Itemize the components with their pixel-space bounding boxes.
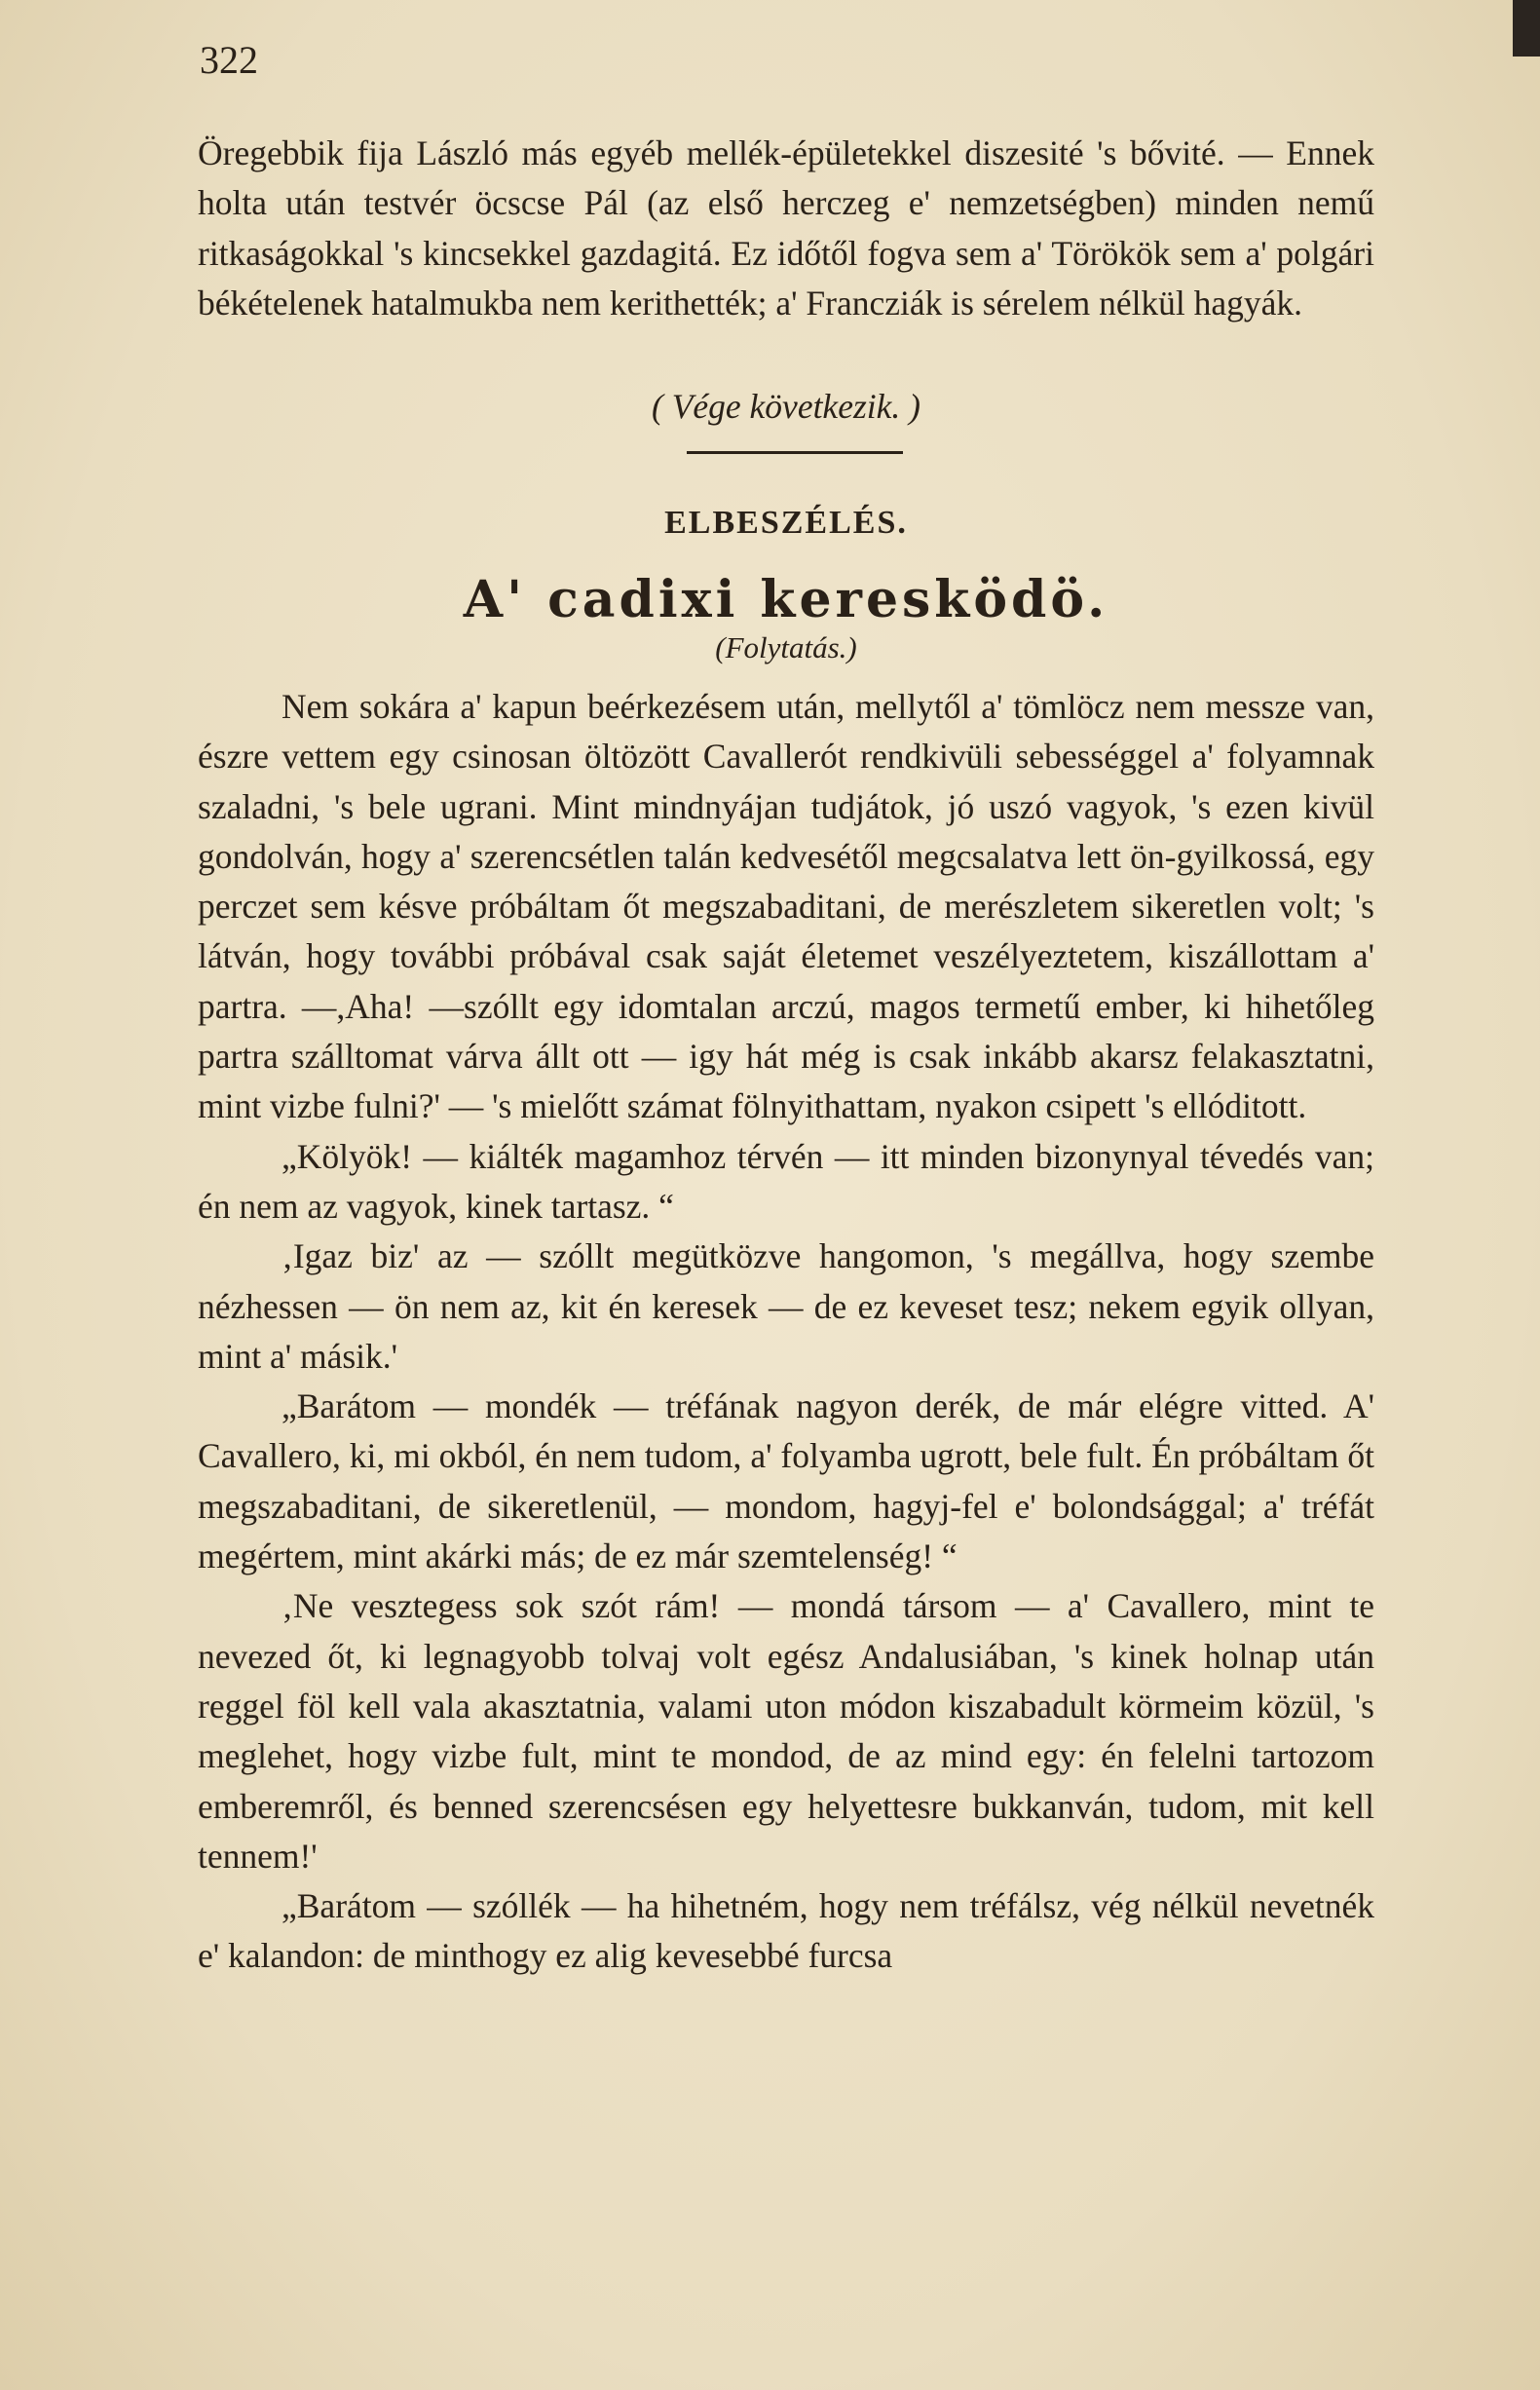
- paragraph: „Barátom — szóllék — ha hihetném, hogy nem tréfálsz, vég nélkül nevetnék e' kalandon: de minthogy ez alig kevesebbé furcsa: [198, 1886, 1374, 1976]
- continuation-note: ( Vége következik. ): [652, 387, 920, 426]
- page-number: 322: [200, 38, 258, 82]
- paragraph: „Kölyök! — kiálték magamhoz térvén — itt minden bizonynyal tévedés van; én nem az vagyok, kinek tartasz. “: [198, 1136, 1374, 1226]
- section-divider: [687, 451, 903, 454]
- section-title: ELBESZÉLÉS.: [664, 505, 908, 541]
- paragraph: ‚Igaz biz' az — szóllt megütközve hangomon, 's megállva, hogy szembe nézhessen — ön nem az, kit én keresek — de ez keveset tesz; nekem egyik ollyan, mint a' másik.': [198, 1236, 1374, 1376]
- intro-paragraph: Öregebbik fija László más egyéb mellék-épületekkel diszesité 's bővité. — Ennek holta után testvér öcscse Pál (az első herczeg e' nemzetségben) minden nemű ritkaságokkal 's kincsekkel gazdagitá. Ez időtől fogva sem a' Törökök sem a' polgári békételenek hatalmukba nem kerithették; a' Francziák is sérelem nélkül hagyák.: [198, 133, 1374, 322]
- story-body: [198, 682, 1374, 1982]
- paragraph: Nem sokára a' kapun beérkezésem után, mellytől a' tömlöcz nem messze van, észre vettem egy csinosan öltözött Cavallerót rendkivüli sebességgel a' folyamnak szaladni, 's bele ugrani. Mint mindnyájan tudjátok, jó uszó vagyok, 's ezen kivül gondolván, hogy a' szerencsétlen talán kedvesétől megcsalatva lett ön-gyilkossá, egy perczet sem késve próbáltam őt megszabaditani, de merészletem sikeretlen volt; 's látván, hogy további próbával csak saját életemet veszélyeztetem, kiszállottam a' partra. —,Aha! —szóllt egy idomtalan arczú, magos termetű ember, ki hihetőleg partra szálltomat várva állt ott — igy hát még is csak inkább akarsz felakasztatni, mint vizbe fulni?' — 's mielőtt számat fölnyithattam, nyakon csipett 's ellóditott.: [198, 687, 1374, 1126]
- paragraph: „Barátom — mondék — tréfának nagyon derék, de már elégre vitted. A' Cavallero, ki, mi okból, én nem tudom, a' folyamba ugrott, bele fult. Én próbáltam őt megszabaditani, de sikeretlenül, — mondom, hagyj-fel e' bolondsággal; a' tréfát megértem, mint akárki más; de ez már szemtelenség! “: [198, 1386, 1374, 1576]
- paragraph: ‚Ne vesztegess sok szót rám! — mondá társom — a' Cavallero, mint te nevezed őt, ki legnagyobb tolvaj volt egész Andalusiában, 's kinek holnap után reggel föl kell vala akasztatnia, valami uton módon kiszabadult körmeim közül, 's meglehet, hogy vizbe fult, mint te mondod, de az mind egy: én felelni tartozom emberemről, és benned szerencsésen egy helyettesre bukkanván, tudom, mit kell tennem!': [198, 1586, 1374, 1876]
- story-title: A' cadixi keresködö.: [463, 570, 1109, 629]
- continuation-label: (Folytatás.): [715, 630, 857, 664]
- intro-text-block: [198, 129, 1374, 328]
- page-edge-tab: [1513, 0, 1540, 57]
